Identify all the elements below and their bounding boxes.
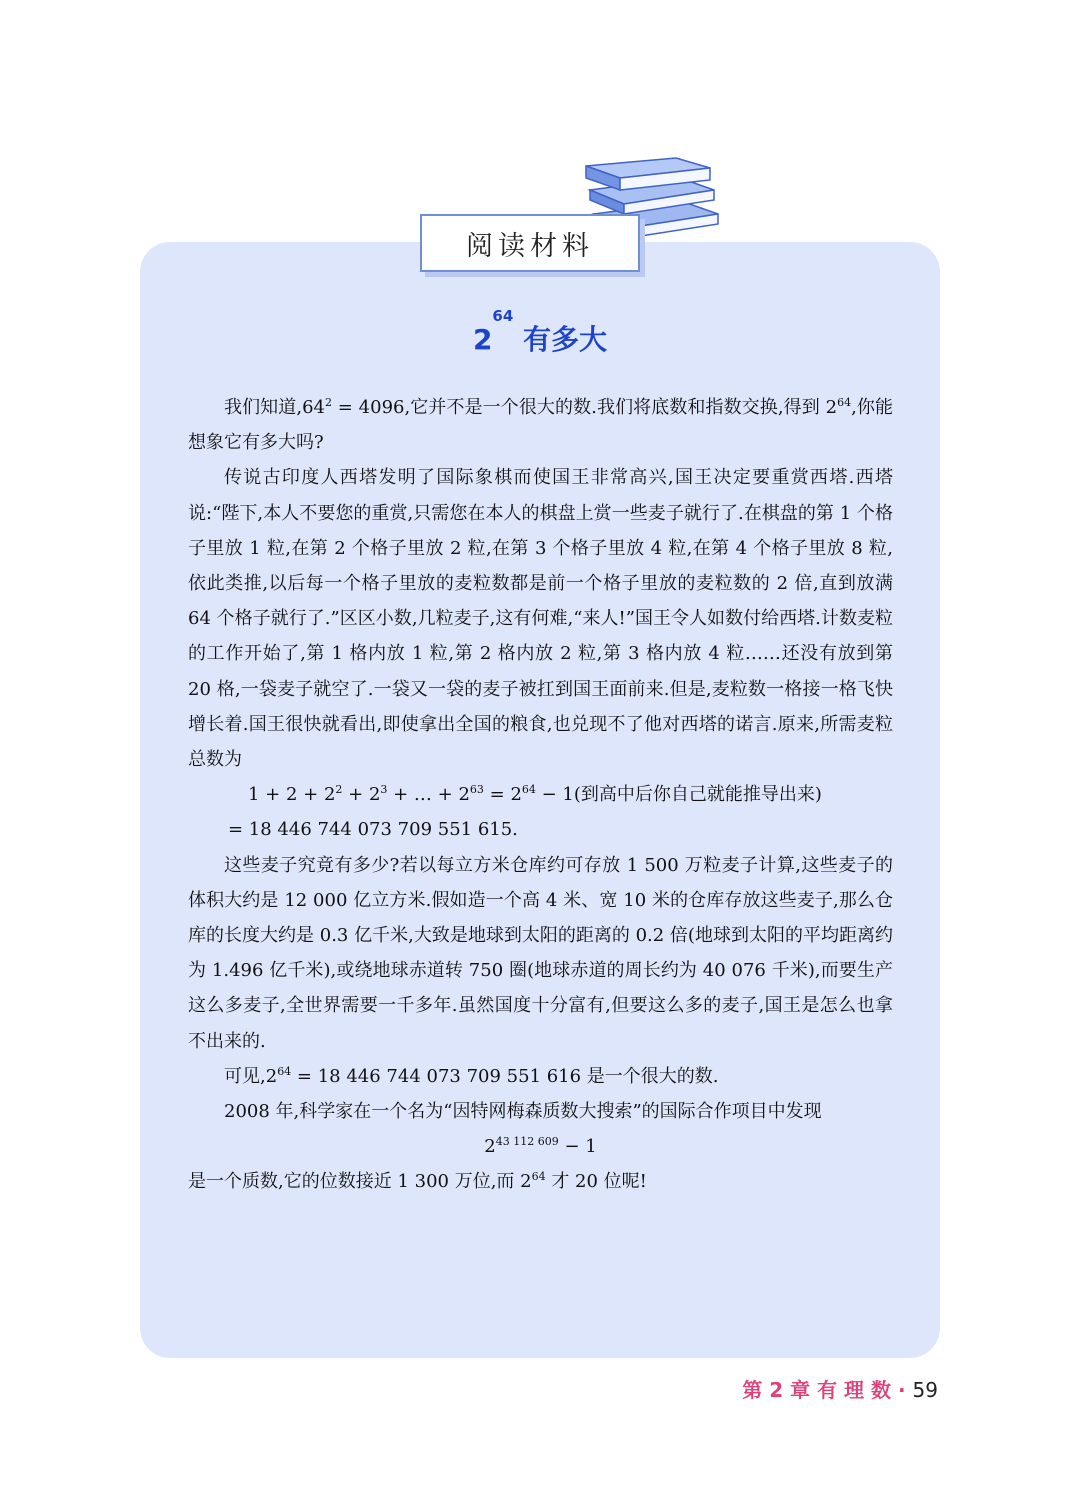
page-footer (742, 1374, 938, 1403)
paragraph-1: 我们知道$,64^2 = 4096$,它并不是一个很大的数.我们将底数和指数交换,得到 $2^{64}$,你能想象它有多大吗? (188, 396, 893, 454)
paragraph-5: 2008 年,科学家在一个名为“因特网梅森质数大搜索”的国际合作项目中发现 (224, 1101, 822, 1123)
paragraph-2: 传说古印度人西塔发明了国际象棋而使国王非常高兴,国王决定要重赏西塔.西塔说:“陛下,本人不要您的重赏,只需您在本人的棋盘上赏一些麦子就行了.在棋盘的第 1 个格子里放 1 粒,在第 2 个格子里放 2 粒,在第 3 个格子里放 4 粒,在第 4 个格子里放 8 粒,依此类推,以后每一个格子里放的麦粒数都是前一个格子里放的麦粒数的 2 倍,直到放满 64 个格子就行了.”区区小数,几粒麦子,这有何难,“来人!”国王令人如数付给西塔.计数麦粒的工作开始了,第 1 格内放 1 粒,第 2 格内放 2 粒,第 3 格内放 4 粒……还没有放到第 20 格,一袋麦子就空了.一袋又一袋的麦子被扛到国王面前来.但是,麦粒数一格接一格飞快增长着.国王很快就看出,即使拿出全国的粮食,也兑现不了他对西塔的诺言.原来,所需麦粒总数为 (188, 467, 893, 771)
article-title: $2^{64}$ 有多大 (472, 307, 608, 356)
page-number: 59 (912, 1378, 938, 1402)
reading-material-badge (420, 214, 640, 272)
paragraph-3: 这些麦子究竟有多少?若以每立方米仓库约可存放 1 500 万粒麦子计算,这些麦子的体积大约是 12 000 亿立方米.假如造一个高 4 米、宽 10 米的仓库存放这些麦子,那么仓库的长度大约是 0.3 亿千米,大致是地球到太阳的距离的 0.2 倍(地球到太阳的平均距离约为 1.496 亿千米),或绕地球赤道转 750 圈(地球赤道的周长约为 40 076 千米),而要生产这么多麦子,全世界需要一千多年.虽然国度十分富有,但要这么多的麦子,国王是怎么也拿不出来的. (188, 854, 893, 1052)
chapter-label: 第 2 章 有 理 数 · (742, 1378, 906, 1402)
badge-label: 阅读材料 (466, 230, 594, 262)
article-body (188, 390, 893, 1200)
mersenne-formula: $2^{43 112 609} - 1$ (484, 1135, 597, 1158)
formula-result: = 18 446 744 073 709 551 615. (228, 819, 518, 841)
paragraph-4: 可见$,2^{64} = 18$ 446 744 073 709 551 616 是一个很大的数. (224, 1064, 719, 1087)
formula-sum: $1 + 2 + 2^2 + 2^3$ + … + $2^{63} = 2^{64} - 1$(到高中后你自己就能推导出来) (248, 783, 822, 806)
paragraph-6: 是一个质数,它的位数接近 1 300 万位,而 $2^{64}$ 才 20 位呢! (188, 1170, 647, 1193)
